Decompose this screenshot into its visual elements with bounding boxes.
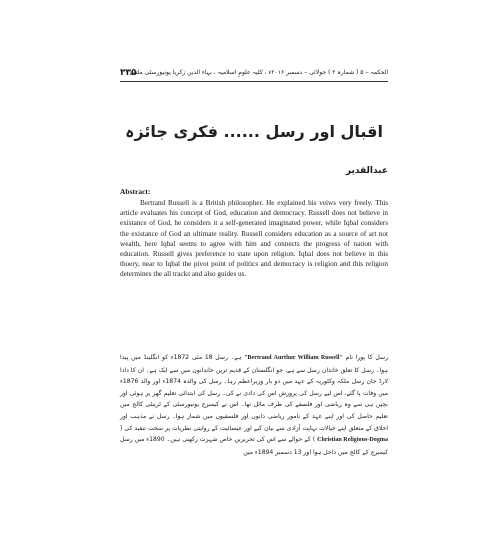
english-term: Christian Religious-Dogma <box>317 437 388 444</box>
running-header <box>120 68 388 82</box>
journal-running-head: الحکمہ – ۵ ( شمارہ ۲ ) جولائی – دسمبر ۲۰۱۶ء ، کلیہ علومِ اسلامیہ ، بہاء الدین زکریا یونیورسٹی ملتان <box>129 69 388 76</box>
article-title: اقبال اور رسل ...... فکری جائزہ <box>125 122 383 141</box>
body-text-b: ہے۔ رسل 18 مئی 1872ء کو انگلینڈ میں پیدا ہوا۔ رسل کا تعلق خاندان رسل سے ہے، جو انگلستان کے قدیم ترین خاندانوں میں سے ایک ہے۔ ان کا دادا لارڈ جان رسل ملکہ وکٹوریہ کے عہد میں دو بار وزیراعظم رہا۔ رسل کی والدہ 1874ء اور والد 1876ء میں وفات پا گئے، اس لیے رسل کی پرورش اس کی دادی نے کی۔ رسل کی ابتدائی تعلیم گھر پر ہوئی اور بچپن ہی سے وہ ریاضی اور فلسفے کی طرف مائل تھا۔ اس نے کیمبرج یونیورسٹی کے ٹرینٹی کالج میں تعلیم حاصل کی اور اپنے عہد کے نامور ریاضی دانوں اور فلسفیوں میں شمار ہوا۔ رسل نے مذہب اور اخلاق کے متعلق اپنے خیالات نہایت آزادی سے بیان کیے اور عیسائیت کے روایتی نظریات پر سخت تنقید کی <box>120 354 388 432</box>
page-number: ۳۳۵ <box>120 68 137 78</box>
body-text-a: رسل کا پورا نام <box>345 354 389 361</box>
body-text-c: کے حوالے سے اس کی تحریریں خاص شہرت رکھتی ہیں۔ 1890ء میں رسل کیمبرج کے کالج میں داخل ہوا اور 13 دسمبر 1894ء میں <box>120 436 388 456</box>
abstract-text: Bertrand Russell is a British philosopher. He explained his veiws very freely. This article evaluates his concept of God, education and democracy. Russell does not believe in existance of God, he considers it a self-generated imaginated power, while Iqbal considers the existance of God an ultimate reality. Russell considers education as a source of art not wealth, here Iqbal seems to agree with him and connects the progress of nation with education. Russell gives preference to state upon religion. Iqbal does not believe in this thoery, near to Iqbal the pivot point of politics and democracy is religion and this religion determines the all tracks and also guides us. <box>120 199 388 279</box>
abstract-heading: Abstract: <box>120 187 151 196</box>
author-name: عبدالقدیر <box>345 166 388 176</box>
body-paragraph: رسل کا پورا نام "Bertrand Aurthur William Russell" ہے۔ رسل 18 مئی 1872ء کو انگلینڈ میں پیدا ہوا۔ رسل کا تعلق خاندان رسل سے ہے، جو انگلستان کے قدیم ترین خاندانوں میں سے ایک ہے۔ ان کا دادا لارڈ جان رسل ملکہ وکٹوریہ کے عہد میں دو بار وزیراعظم رہا۔ رسل کی والدہ 1874ء اور والد 1876ء میں وفات پا گئے، اس لیے رسل کی پرورش اس کی دادی نے کی۔ رسل کی ابتدائی تعلیم گھر پر ہوئی اور بچپن ہی سے وہ ریاضی اور فلسفے کی طرف مائل تھا۔ اس نے کیمبرج یونیورسٹی کے ٹرینٹی کالج میں تعلیم حاصل کی اور اپنے عہد کے نامور ریاضی دانوں اور فلسفیوں میں شمار ہوا۔ رسل نے مذہب اور اخلاق کے متعلق اپنے خیالات نہایت آزادی سے بیان کیے اور عیسائیت کے روایتی نظریات پر سخت تنقید کی ( Christian Religious-Dogma ) کے حوالے سے اس کی تحریریں خاص شہرت رکھتی ہیں۔ 1890ء میں رسل کیمبرج کے کالج میں داخل ہوا اور 13 دسمبر 1894ء میں <box>120 354 389 456</box>
article-body <box>120 352 388 458</box>
english-name: "Bertrand Aurthur William Russell" <box>244 355 343 361</box>
